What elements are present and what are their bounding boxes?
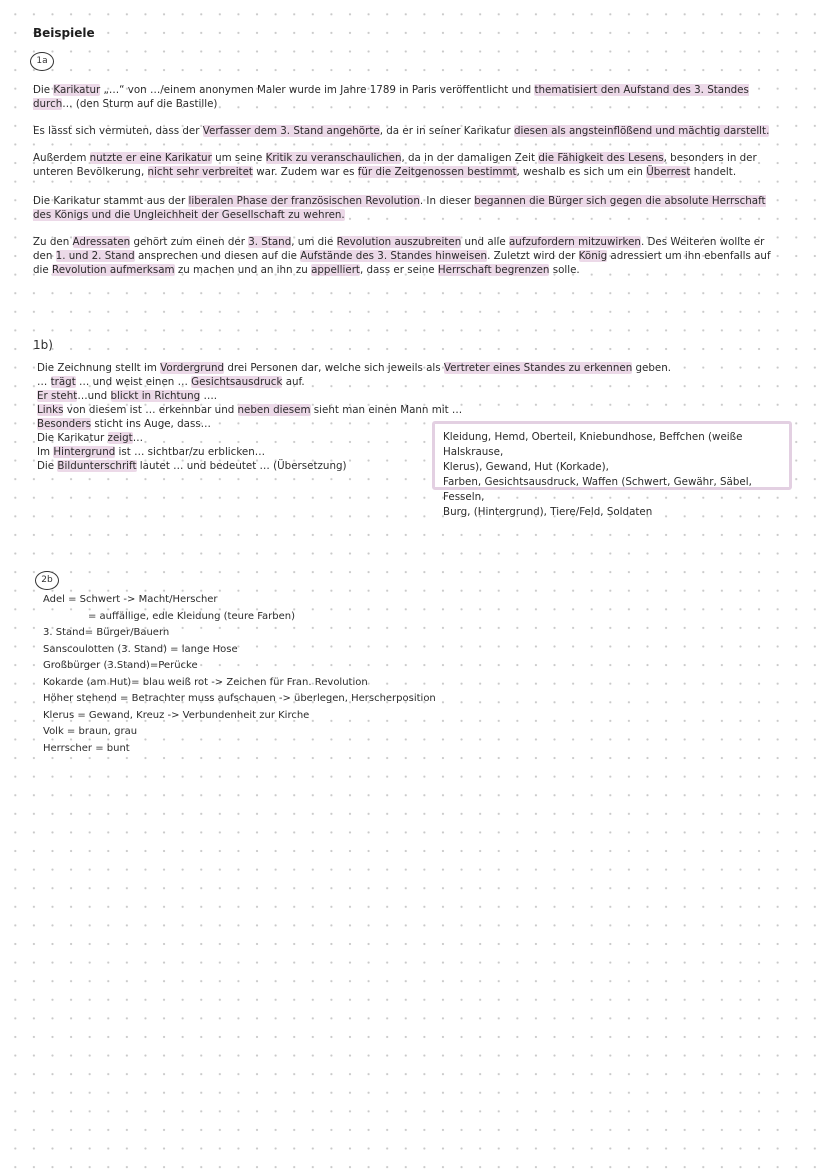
text-run: … (132, 432, 144, 444)
hint-line: Farben, Gesichtsausdruck, Waffen (Schwert, Gewähr, Säbel, Fesseln, (443, 476, 752, 503)
list-item: Herrscher = bunt (43, 742, 130, 754)
highlighted-text: Hintergrund (53, 446, 116, 458)
text-run: lautet … und bedeutet … (Übersetzung) (136, 460, 347, 472)
text-run: , dass er seine (359, 264, 438, 276)
highlighted-text: neben diesem (237, 404, 311, 416)
text-run: handelt. (690, 166, 737, 178)
hint-line: Burg, (Hintergrund), Tiere/Feld, Soldaten (443, 506, 653, 518)
highlighted-text: Gesichtsausdruck (191, 376, 283, 388)
text-run: Die (33, 84, 54, 96)
text-run: geben. (632, 362, 672, 374)
list-item: Adel = Schwert -> Macht/Herscher (43, 594, 218, 605)
sentence-line (37, 445, 265, 459)
hint-line: Kleidung, Hemd, Oberteil, Kniebundhose, Beffchen (weiße Halskrause, (443, 431, 743, 458)
highlighted-text: Er steht (37, 390, 78, 402)
text-run: , da in der damaligen Zeit (401, 152, 539, 164)
section-badge-2b (35, 567, 59, 590)
text-run: …. (200, 390, 218, 402)
highlighted-text: blickt in Richtung (110, 390, 201, 402)
text-run: ansprechen und diesen auf die (134, 250, 301, 262)
list-item: Sanscoulotten (3. Stand) = lange Hose (43, 643, 238, 655)
list-item: = auffällige, edle Kleidung (teure Farben) (88, 610, 296, 622)
highlighted-text: Verfasser dem 3. Stand angehörte (202, 125, 380, 137)
sentence-line (37, 459, 347, 473)
highlighted-text: diesen als angsteinflößend und mächtig darstellt. (513, 125, 770, 137)
text-run: … und weist einen … (75, 376, 192, 388)
text-run: . Des Weiteren wollte er den (33, 236, 765, 262)
highlighted-text: Vordergrund (160, 362, 225, 374)
sentence-line (37, 375, 305, 389)
section-label-1b: 1b) (33, 338, 53, 352)
highlighted-text: Adressaten (72, 236, 131, 248)
text-run: Die Karikatur stammt aus der (33, 195, 189, 207)
highlighted-text: Herrschaft begrenzen (437, 264, 550, 276)
symbol-list (43, 592, 436, 757)
highlighted-text: Bildunterschrift (57, 460, 137, 472)
highlighted-text: Überrest (646, 166, 691, 178)
text-run: … (37, 376, 51, 388)
hint-line: Klerus), Gewand, Hut (Korkade), (443, 461, 609, 473)
list-item: Klerus = Gewand, Kreuz -> Verbundenheit zur Kirche (43, 709, 310, 721)
list-item: Volk = braun, grau (43, 726, 138, 737)
list-item: 3. Stand= Bürger/Bauern (43, 627, 170, 638)
highlighted-text: nicht sehr verbreitet (147, 166, 253, 178)
text-run: um seine (211, 152, 266, 164)
highlighted-text: 3. Stand (248, 236, 292, 248)
text-run: und alle (461, 236, 509, 248)
section-badge-1a (30, 48, 54, 71)
highlighted-text: Revolution aufmerksam (52, 264, 175, 276)
highlighted-text: thematisiert den Aufstand des 3. Standes durch (33, 84, 749, 110)
paragraph-1 (33, 83, 778, 111)
text-run: zu machen und an ihn zu (174, 264, 312, 276)
text-run: sieht man einen Mann mit … (310, 404, 463, 416)
sentence-line (37, 361, 671, 375)
paragraph-5 (33, 235, 778, 277)
text-run: solle. (549, 264, 580, 276)
highlighted-text: Links (37, 404, 64, 416)
text-run: „…“ von …/einem anonymen Maler wurde im Jahre 1789 in Paris veröffentlicht und (100, 84, 535, 96)
highlighted-text: trägt (50, 376, 76, 388)
text-run: , um die (291, 236, 337, 248)
sentence-line (37, 431, 143, 445)
text-run: , besonders in der unteren Bevölkerung, (33, 152, 757, 178)
text-run: von diesem ist … erkennbar und (63, 404, 238, 416)
highlighted-text: Besonders (37, 418, 92, 430)
text-run: Die (37, 460, 58, 472)
highlighted-text: Karikatur (53, 84, 101, 96)
text-run: sticht ins Auge, dass… (91, 418, 211, 430)
text-run: gehört zum einen der (130, 236, 249, 248)
sentence-line (37, 389, 217, 403)
text-run: drei Personen dar, welche sich jeweils als (224, 362, 444, 374)
list-item: Kokarde (am Hut)= blau weiß rot -> Zeichen für Fran. Revolution (43, 676, 368, 688)
highlighted-text: die Fähigkeit des Lesens (538, 152, 664, 164)
highlighted-text: aufzufordern mitzuwirken (509, 236, 641, 248)
list-item: Großbürger (3.Stand)=Perücke (43, 660, 198, 671)
text-run: … (den Sturm auf die Bastille) (62, 98, 218, 110)
text-run: Außerdem (33, 152, 90, 164)
sentence-line (37, 403, 462, 417)
circled-label: 1a (30, 52, 54, 71)
text-run: Die Zeichnung stellt im (37, 362, 161, 374)
text-run: …und (77, 390, 111, 402)
highlighted-text: Kritik zu veranschaulichen (265, 152, 402, 164)
text-run: Die Karikatur (37, 432, 108, 444)
paragraph-3 (33, 151, 778, 179)
text-run: auf. (282, 376, 305, 388)
hint-box (432, 421, 792, 518)
text-run: , da er in seiner Karikatur (379, 125, 514, 137)
highlighted-text: König (578, 250, 608, 262)
list-item: Höher stehend = Betrachter muss aufschauen -> überlegen, Herscherposition (43, 693, 436, 704)
paragraph-2 (33, 124, 778, 138)
highlighted-text: begannen die Bürger sich gegen die absolute Herrschaft des Königs und die Ungleichheit der Gesellschaft zu wehren. (33, 195, 766, 221)
highlighted-text: 1. und 2. Stand (55, 250, 135, 262)
sentence-line (37, 417, 211, 431)
text-run: Im (37, 446, 54, 458)
paragraph-4 (33, 194, 778, 222)
text-run: Zu den (33, 236, 73, 248)
text-run: . In dieser (419, 195, 475, 207)
highlighted-text: Revolution auszubreiten (336, 236, 462, 248)
text-run: , weshalb es sich um ein (516, 166, 647, 178)
highlighted-text: Vertreter eines Standes zu erkennen (443, 362, 633, 374)
page-title: Beispiele (33, 26, 95, 40)
text-run: ist … sichtbar/zu erblicken… (115, 446, 266, 458)
text-run: . Zuletzt wird der (487, 250, 579, 262)
highlighted-text: für die Zeitgenossen bestimmt (357, 166, 517, 178)
text-run: Es lässt sich vermuten, dass der (33, 125, 203, 137)
circled-label: 2b (35, 571, 59, 590)
text-run: adressiert um ihn ebenfalls auf die (33, 250, 771, 276)
highlighted-text: zeigt (107, 432, 133, 444)
text-run: war. Zudem war es (252, 166, 358, 178)
highlighted-text: Aufstände des 3. Standes hinweisen (300, 250, 488, 262)
highlighted-text: liberalen Phase der französischen Revolution (188, 195, 420, 207)
highlighted-text: nutzte er eine Karikatur (89, 152, 212, 164)
highlighted-text: appelliert (311, 264, 360, 276)
